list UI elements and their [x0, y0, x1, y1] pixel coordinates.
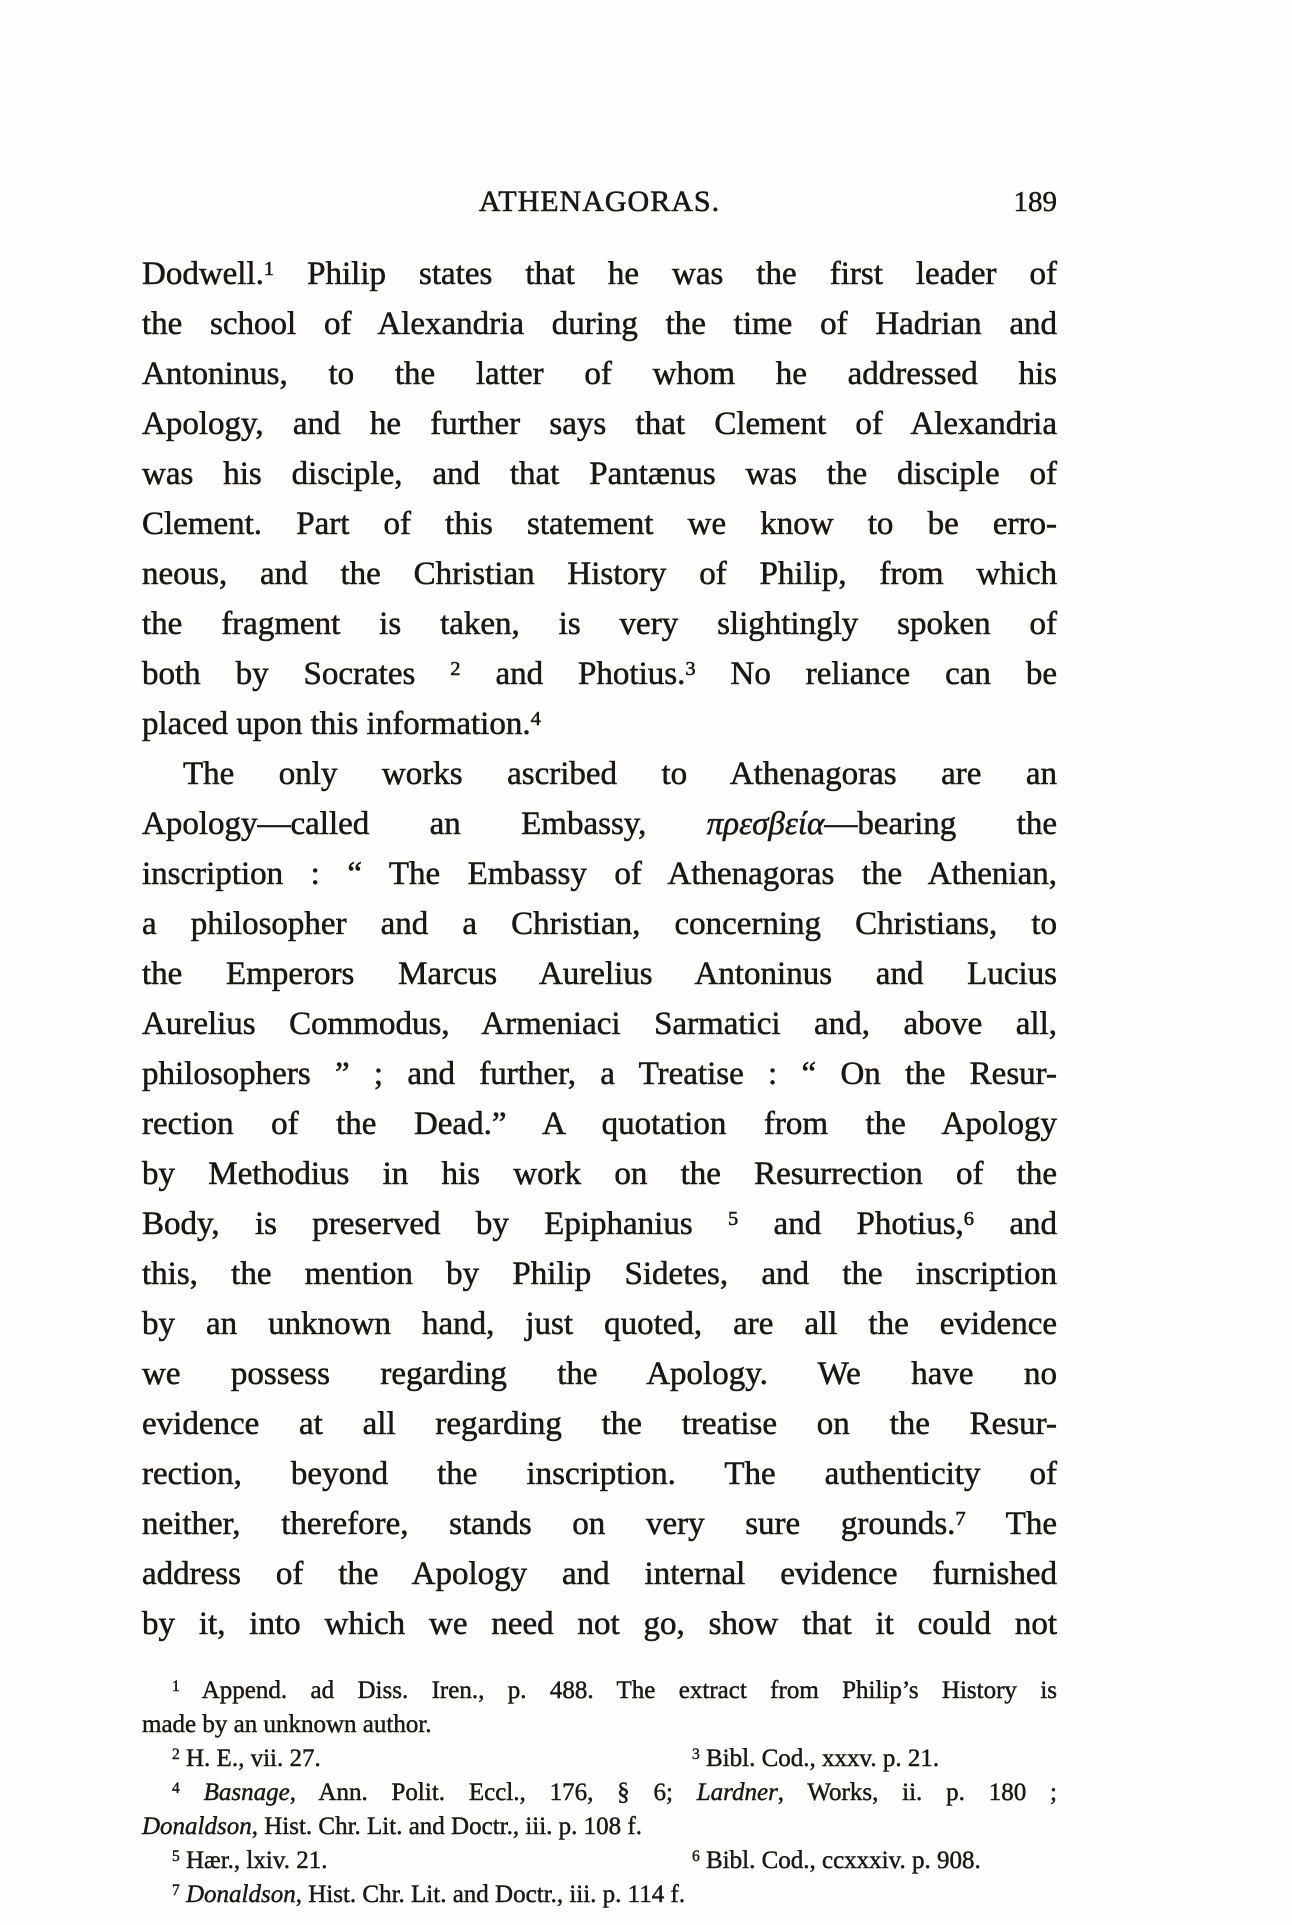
text-line: the school of Alexandria during the time of Hadrian and	[142, 306, 1057, 342]
author-name: Donaldson	[142, 1813, 252, 1840]
text-line: inscription : “ The Embassy of Athenagoras the Athenian,	[142, 856, 1057, 892]
footnote-marker-7: 7	[172, 1882, 180, 1900]
author-name: Basnage	[179, 1779, 290, 1806]
footnote-line	[142, 1844, 1057, 1878]
text-segment: The	[965, 1506, 1057, 1542]
text-line	[142, 649, 1057, 699]
footnote-marker-4: 4	[172, 1780, 180, 1798]
footnote-line	[142, 1674, 1057, 1708]
text-line: the fragment is taken, is very slightingly spoken of	[142, 606, 1057, 642]
body-text	[142, 249, 1057, 1649]
text-line	[142, 1499, 1057, 1549]
greek-word: πρεσβεία	[706, 806, 825, 842]
text-column	[142, 0, 1057, 1925]
text-segment: No reliance can be	[695, 656, 1057, 692]
text-line: the Emperors Marcus Aurelius Antoninus and Lucius	[142, 956, 1057, 992]
footnote-entry	[172, 1745, 321, 1772]
footnote-line	[142, 1810, 1057, 1844]
footnote-ref-1: 1	[263, 257, 275, 280]
text-segment: H. E., vii. 27.	[179, 1745, 321, 1772]
text-segment: Philip states that he was the first leader of	[274, 256, 1057, 292]
text-segment: and Photius.	[460, 656, 686, 692]
text-segment: Hær., lxiv. 21.	[179, 1847, 328, 1874]
text-line: neous, and the Christian History of Philip, from which	[142, 556, 1057, 592]
text-line: Antoninus, to the latter of whom he addressed his	[142, 356, 1057, 392]
text-segment: neither, therefore, stands on very sure grounds.	[142, 1506, 956, 1542]
text-line: this, the mention by Philip Sidetes, and the inscription	[142, 1256, 1057, 1292]
text-line	[142, 699, 1057, 749]
text-segment: , Hist. Chr. Lit. and Doctr., iii. p. 108 f.	[251, 1813, 642, 1840]
text-line: we possess regarding the Apology. We have no	[142, 1356, 1057, 1392]
page-number: 189	[1013, 186, 1057, 218]
text-line: evidence at all regarding the treatise on the Resur-	[142, 1406, 1057, 1442]
text-segment: —bearing the	[824, 806, 1057, 842]
footnote-entry	[662, 1742, 939, 1776]
footnote-line	[142, 1878, 1057, 1912]
footnote-ref-5: 5	[728, 1207, 739, 1230]
footnote-entry	[662, 1844, 981, 1878]
text-segment: Apology—called an Embassy,	[142, 806, 707, 842]
footnote-line	[142, 1776, 1057, 1810]
footnote-marker-6: 6	[692, 1848, 700, 1866]
text-line: Apology, and he further says that Clement of Alexandria	[142, 406, 1057, 442]
footnote-line: made by an unknown author.	[142, 1711, 432, 1738]
text-segment: both by Socrates	[142, 656, 451, 692]
footnote-marker-3: 3	[692, 1746, 700, 1764]
text-segment: , Hist. Chr. Lit. and Doctr., iii. p. 114 f.	[295, 1881, 686, 1908]
footnote-entry	[172, 1847, 327, 1874]
footnote-ref-4: 4	[530, 707, 541, 730]
text-segment: and	[974, 1206, 1057, 1242]
text-segment: Bibl. Cod., xxxv. p. 21.	[699, 1745, 940, 1772]
text-line: by it, into which we need not go, show that it could not	[142, 1606, 1057, 1642]
footnote-ref-6: 6	[963, 1207, 975, 1230]
text-line: Aurelius Commodus, Armeniaci Sarmatici and, above all,	[142, 1006, 1057, 1042]
footnote-marker-1: 1	[172, 1678, 180, 1696]
author-name: Lardner	[696, 1779, 778, 1806]
text-line: a philosopher and a Christian, concerning Christians, to	[142, 906, 1057, 942]
text-line	[142, 799, 1057, 849]
text-line	[142, 249, 1057, 299]
text-line: rection, beyond the inscription. The authenticity of	[142, 1456, 1057, 1492]
text-segment: Dodwell.	[142, 256, 264, 292]
footnote-marker-2: 2	[172, 1746, 180, 1764]
text-line: was his disciple, and that Pantænus was the disciple of	[142, 456, 1057, 492]
text-line: Clement. Part of this statement we know to be erro-	[142, 506, 1057, 542]
text-segment: placed upon this information.	[142, 706, 531, 742]
text-line: by an unknown hand, just quoted, are all the evidence	[142, 1306, 1057, 1342]
footnote-marker-5: 5	[172, 1848, 180, 1866]
text-segment: Bibl. Cod., ccxxxiv. p. 908.	[699, 1847, 981, 1874]
text-line: address of the Apology and internal evidence furnished	[142, 1556, 1057, 1592]
footnotes	[142, 1674, 1057, 1912]
footnote-line	[142, 1742, 1057, 1776]
text-line: rection of the Dead.” A quotation from the Apology	[142, 1106, 1057, 1142]
text-line: by Methodius in his work on the Resurrection of the	[142, 1156, 1057, 1192]
running-header: ATHENAGORAS.	[478, 185, 721, 218]
text-segment: , Works, ii. p. 180 ;	[777, 1779, 1057, 1806]
text-line	[142, 1199, 1057, 1249]
footnote-ref-3: 3	[685, 657, 696, 680]
footnote-ref-2: 2	[450, 657, 461, 680]
text-line-paragraph-start: The only works ascribed to Athenagoras are an	[183, 756, 1057, 792]
text-segment: , Ann. Polit. Eccl., 176, § 6;	[289, 1779, 697, 1806]
text-segment: Append. ad Diss. Iren., p. 488. The extract from Philip’s History is	[179, 1677, 1057, 1704]
footnote-ref-7: 7	[955, 1507, 966, 1530]
text-segment: Body, is preserved by Epiphanius	[142, 1206, 728, 1242]
text-segment: and Photius,	[738, 1206, 964, 1242]
text-line: philosophers ” ; and further, a Treatise : “ On the Resur-	[142, 1056, 1057, 1092]
author-name: Donaldson	[179, 1881, 296, 1908]
